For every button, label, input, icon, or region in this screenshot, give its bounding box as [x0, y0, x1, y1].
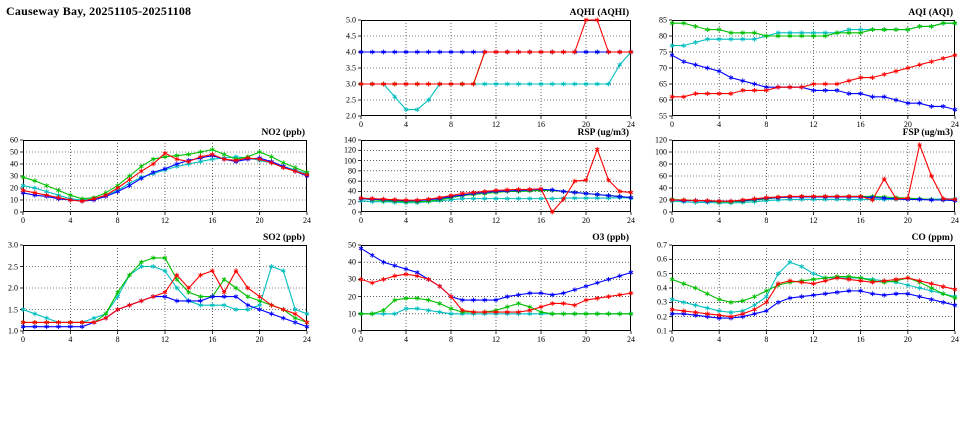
chart-title-o3: O3 (ppb)	[592, 233, 629, 243]
y-tick-label: 30	[10, 171, 18, 181]
x-tick-label: 24	[951, 335, 959, 344]
x-tick-label: 0	[359, 120, 363, 129]
x-tick-label: 16	[208, 335, 217, 344]
y-tick-label: 2.5	[8, 262, 18, 271]
series-co-2	[670, 288, 957, 320]
y-tick-label: 0.6	[657, 254, 667, 264]
x-tick-label: 8	[764, 120, 769, 129]
x-tick-label: 12	[492, 335, 500, 344]
x-tick-label: 16	[537, 335, 545, 344]
y-tick-label: 80	[659, 159, 667, 169]
x-tick-label: 24	[951, 216, 959, 225]
y-tick-label: 2.0	[346, 111, 356, 121]
x-tick-label: 20	[255, 335, 264, 344]
x-tick-label: 16	[537, 120, 545, 129]
x-tick-label: 20	[903, 120, 912, 129]
x-tick-label: 20	[903, 216, 912, 225]
x-tick-label: 4	[404, 120, 408, 129]
y-tick-label: 40	[659, 183, 667, 193]
y-tick-label: 120	[655, 135, 667, 145]
y-tick-label: 140	[344, 135, 356, 145]
y-tick-label: 20	[348, 197, 356, 207]
y-tick-label: 60	[659, 95, 667, 105]
chart-title-fsp: FSP (ug/m3)	[902, 128, 953, 138]
y-tick-label: 0	[14, 207, 18, 217]
page-title: Causeway Bay, 20251105-20251108	[6, 4, 192, 18]
series-co-1	[670, 274, 957, 305]
x-tick-label: 16	[856, 120, 865, 129]
y-tick-label: 0.1	[657, 326, 667, 336]
y-tick-label: 55	[659, 111, 667, 121]
x-tick-label: 8	[115, 335, 120, 344]
y-tick-label: 5.0	[346, 15, 356, 25]
y-tick-label: 85	[659, 15, 667, 25]
y-tick-label: 3.0	[8, 240, 18, 250]
y-tick-label: 100	[655, 147, 667, 157]
y-tick-label: 60	[10, 135, 18, 145]
chart-title-aqhi: AQHI (AQHI)	[569, 8, 629, 18]
y-tick-label: 40	[348, 257, 356, 267]
x-tick-label: 0	[670, 216, 674, 225]
x-tick-label: 8	[449, 216, 453, 225]
x-tick-label: 16	[856, 335, 865, 344]
x-tick-label: 24	[303, 216, 311, 225]
x-tick-label: 12	[809, 120, 818, 129]
y-tick-label: 4.5	[346, 31, 356, 41]
y-tick-label: 0.5	[657, 269, 667, 279]
y-tick-label: 3.5	[346, 63, 356, 73]
y-tick-label: 0.3	[657, 297, 667, 307]
x-tick-label: 12	[809, 335, 818, 344]
y-tick-label: 65	[659, 79, 667, 89]
x-tick-label: 12	[809, 216, 818, 225]
chart-title-co: CO (ppm)	[911, 233, 953, 243]
y-tick-label: 100	[344, 156, 356, 166]
y-tick-label: 20	[10, 183, 18, 193]
y-tick-label: 0	[352, 207, 356, 217]
y-tick-label: 20	[659, 195, 667, 205]
chart-title-no2: NO2 (ppb)	[261, 128, 305, 138]
x-tick-label: 4	[717, 335, 722, 344]
y-tick-label: 40	[10, 159, 18, 169]
y-tick-label: 1.0	[8, 326, 18, 336]
x-tick-label: 20	[582, 335, 590, 344]
y-tick-label: 20	[348, 292, 356, 302]
y-tick-label: 0.4	[657, 283, 667, 293]
x-tick-label: 16	[856, 216, 865, 225]
y-tick-label: 50	[10, 147, 18, 157]
y-tick-label: 1.5	[8, 305, 18, 314]
x-tick-label: 24	[303, 335, 311, 344]
y-tick-label: 2.5	[346, 95, 356, 105]
x-tick-label: 8	[115, 216, 120, 225]
x-tick-label: 4	[717, 216, 722, 225]
y-tick-label: 0	[352, 326, 356, 336]
chart-title-rsp: RSP (ug/m3)	[577, 128, 629, 138]
y-tick-label: 70	[659, 63, 667, 73]
x-tick-label: 0	[359, 335, 363, 344]
x-tick-label: 12	[492, 216, 500, 225]
x-tick-label: 4	[68, 335, 73, 344]
x-tick-label: 8	[764, 216, 769, 225]
x-tick-label: 12	[492, 120, 500, 129]
x-tick-label: 20	[903, 335, 912, 344]
y-tick-label: 0.2	[657, 312, 667, 322]
x-tick-label: 8	[764, 335, 769, 344]
y-tick-label: 30	[348, 274, 356, 284]
x-tick-label: 0	[670, 335, 674, 344]
y-tick-label: 2.0	[8, 283, 18, 293]
x-tick-label: 4	[404, 216, 408, 225]
axis-ticks	[669, 245, 955, 334]
x-tick-label: 12	[161, 335, 169, 344]
y-tick-label: 80	[348, 166, 356, 176]
x-tick-label: 20	[255, 216, 264, 225]
x-tick-label: 4	[717, 120, 722, 129]
y-tick-label: 50	[348, 240, 356, 250]
x-tick-label: 0	[670, 120, 674, 129]
x-tick-label: 24	[627, 216, 635, 225]
y-tick-label: 10	[348, 309, 356, 319]
x-tick-label: 24	[627, 120, 635, 129]
x-tick-label: 24	[951, 120, 959, 129]
x-tick-label: 0	[21, 216, 25, 225]
x-tick-label: 0	[21, 335, 25, 344]
y-tick-label: 60	[659, 171, 667, 181]
x-tick-label: 8	[449, 335, 453, 344]
x-tick-label: 4	[404, 335, 408, 344]
y-tick-label: 60	[348, 176, 356, 186]
y-tick-label: 3.0	[346, 79, 356, 89]
y-tick-label: 0.7	[657, 240, 667, 250]
y-tick-label: 80	[659, 31, 667, 41]
x-tick-label: 8	[449, 120, 453, 129]
gridlines	[672, 245, 955, 331]
x-tick-label: 0	[359, 216, 363, 225]
chart-title-so2: SO2 (ppb)	[263, 233, 305, 243]
x-tick-label: 24	[627, 335, 635, 344]
chart-title-aqi: AQI (AQI)	[908, 8, 953, 18]
x-tick-label: 4	[68, 216, 73, 225]
y-tick-label: 0	[663, 207, 667, 217]
y-tick-label: 120	[344, 145, 356, 155]
x-tick-label: 20	[582, 120, 590, 129]
y-tick-label: 75	[659, 47, 667, 57]
x-tick-label: 20	[582, 216, 590, 225]
x-tick-label: 12	[161, 216, 169, 225]
y-tick-label: 4.0	[346, 47, 356, 57]
y-tick-label: 40	[348, 186, 356, 196]
x-tick-label: 16	[208, 216, 217, 225]
y-tick-label: 10	[10, 195, 18, 205]
x-tick-label: 16	[537, 216, 545, 225]
